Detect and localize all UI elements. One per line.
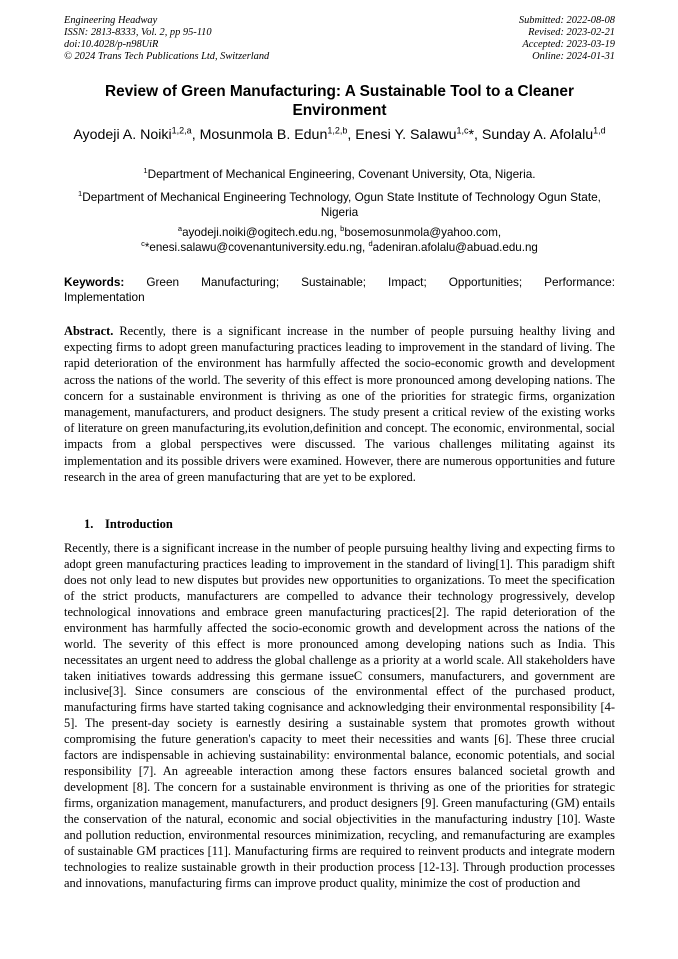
journal-name: Engineering Headway: [64, 15, 158, 26]
email-line: [64, 225, 615, 240]
revised-date: Revised: 2023-02-21: [528, 27, 615, 39]
email-superscript: c: [141, 239, 145, 249]
author-superscript: 1,2,b: [327, 125, 348, 136]
email-line: [64, 240, 615, 255]
doi[interactable]: doi:10.4028/p-n98UiR: [64, 39, 159, 51]
keywords: [64, 275, 615, 305]
online-date: Online: 2024-01-31: [532, 51, 615, 63]
page-header: [64, 15, 615, 63]
abstract: [64, 323, 615, 485]
section-title: Introduction: [105, 517, 173, 531]
submitted-date: Submitted: 2022-08-08: [518, 15, 615, 26]
author-name: Sunday A. Afolalu: [481, 127, 594, 143]
issn: ISSN: 2813-8333, Vol. 2, pp 95-110: [64, 27, 212, 39]
copyright: © 2024 Trans Tech Publications Ltd, Switzerland: [64, 51, 270, 63]
accepted-date: Accepted: 2023-03-19: [522, 39, 615, 51]
affiliation-superscript: 1: [143, 166, 148, 176]
section-heading: [84, 516, 173, 532]
author-separator: ,: [347, 127, 356, 143]
author-superscript: 1,c: [456, 125, 469, 136]
author-superscript: 1,2,a: [171, 125, 192, 136]
author-name: Mosunmola B. Edun: [199, 127, 328, 143]
author-name: Ayodeji A. Noiki: [73, 127, 172, 143]
email-link[interactable]: bosemosunmola@yahoo.com,: [344, 226, 502, 239]
affiliation: [64, 190, 615, 220]
introduction-text: Recently, there is a significant increase in the number of people pursuing healthy living and expecting firms to adopt green manufacturing practices leading to improvement in the standard of living[1]. This paradigm shift does not only lead to new disputes but provides new opportunities to organizations. To meet the specification of the strict products, manufacturers are compelled to advance their technology progressively, develop technological innovations and embrace green manufacturing practices[2]. The rapid deterioration of the environment has harmfully affected the socio-economic growth and development across the nations of the world. The severity of this effect is more pronounced among developing nations such as India. This necessitates an urgent need to address the global challenge as a priority at a world scale. All stakeholders have taken initiatives towards addressing this germane issueC consumers, manufacturers, and government are inclusive[3]. Since consumers are conscious of the environmental effect of the purchased product, manufacturing firms have started taking cognisance and acknowledging their environmental responsibility [4-5]. The present-day society is earnestly desiring a sustainable system that promotes growth without compromising the future generation's capacity to meet their necessities and wants [6]. These three crucial factors are indispensable in achieving sustainability: environmental balance, economic potentials, and social responsibility [7]. An agreeable interaction among these factors ensures balanced societal growth and development [8]. The concern for a sustainable environment is thriving as one of the priorities for strategic firms, organization management, manufacturers, and product designers [9]. Green manufacturing (GM) entails the conservation of the natural, economic and social objectivities in the manufacturing industry [10]. Waste and pollution reduction, environmental resources minimization, recycling, and remanufacturing are examples of sustainable GM practices [11]. Manufacturing firms are required to reinvent products and integrate modern technologies to realize sustainable growth in their production process [12-13]. Through production processes and innovations, manufacturing firms can improve product quality, minimize the cost of production and: [64, 541, 615, 890]
email-superscript: b: [340, 224, 345, 234]
keywords-label: Keywords:: [64, 275, 125, 289]
email-link[interactable]: adeniran.afolalu@abuad.edu.ng: [372, 241, 538, 254]
publication-dates: [519, 15, 615, 63]
email-link[interactable]: ayodeji.noiki@ogitech.edu.ng,: [182, 226, 341, 239]
affiliation: [64, 167, 615, 182]
affiliation-superscript: 1: [78, 189, 83, 199]
keywords-line: [64, 275, 615, 290]
keywords-list: Green Manufacturing; Sustainable; Impact; Opportunities; Performance:: [146, 275, 615, 289]
author-separator: *,: [468, 127, 482, 143]
email-superscript: a: [177, 224, 183, 234]
author-superscript: 1,d: [593, 125, 606, 136]
abstract-text: Recently, there is a significant increase in the number of people pursuing healthy living and expecting firms to adopt green manufacturing practices leading to improvement in the standard of living. The rapid deterioration of the environment has harmfully affected the socio-economic growth and development across the nations of the world. The severity of this effect is more pronounced among developing nations. The concern for a sustainable environment is thriving as one of the priorities for strategic firms, organization management, manufacturers, and product designers. The study present a critical review of the existing works of literature on green manufacturing,its evolution,definition and concept. The economic, environmental, social impacts from a global perspectives were discussed. The various challenges militating against its implementation and its possible drivers were examined. However, there are numerous opportunities and future research in the area of green manufacturing that are yet to be explored.: [64, 324, 615, 484]
paper-title: Review of Green Manufacturing: A Sustainable Tool to a Cleaner Environment: [105, 83, 574, 119]
author-name: Enesi Y. Salawu: [355, 127, 457, 143]
section-number: 1.: [84, 517, 94, 531]
author-separator: ,: [191, 127, 200, 143]
author-list: [64, 126, 615, 145]
abstract-label: Abstract.: [64, 324, 114, 338]
keywords-continuation: Implementation: [64, 289, 145, 304]
journal-info: [64, 15, 269, 63]
email-link[interactable]: *enesi.salawu@covenantuniversity.edu.ng,: [144, 241, 369, 254]
email-superscript: d: [368, 239, 373, 249]
affiliation-text: Department of Mechanical Engineering Technology, Ogun State Institute of Technology Ogun State, Nigeria: [82, 190, 601, 219]
author-emails: [64, 225, 615, 255]
affiliation-text: Department of Mechanical Engineering, Covenant University, Ota, Nigeria.: [147, 167, 536, 181]
